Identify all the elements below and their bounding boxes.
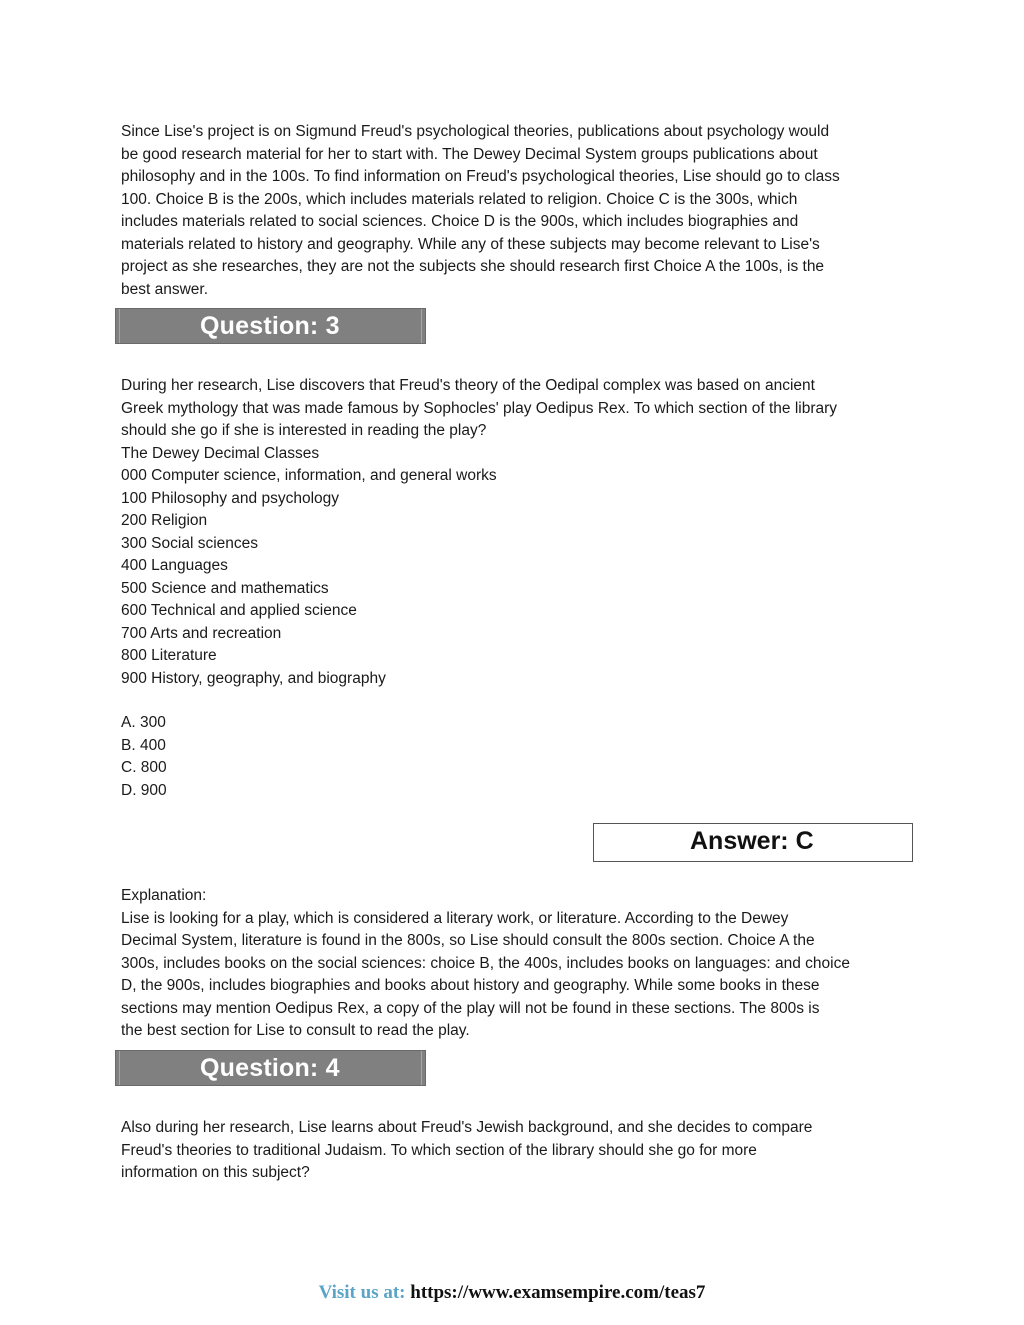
dewey-class-item: 500 Science and mathematics	[121, 579, 329, 597]
text-line: Since Lise's project is on Sigmund Freud's psychological theories, publications about psychology would	[121, 123, 830, 140]
text-line: D, the 900s, includes biographies and books about history and geography. While some books in these	[121, 977, 820, 994]
dewey-classes-title: The Dewey Decimal Classes	[121, 444, 320, 462]
dewey-class-item: 400 Languages	[121, 557, 228, 574]
option-a: A. 300	[121, 714, 166, 731]
text-line: best answer.	[121, 280, 209, 298]
dewey-class-item: 300 Social sciences	[121, 534, 258, 552]
dewey-class-item: 600 Technical and applied science	[121, 602, 357, 619]
question-3-options	[121, 712, 911, 802]
text-line: Decimal System, literature is found in the 800s, so Lise should consult the 800s section. Choice A the	[121, 932, 815, 949]
dewey-class-item: 900 History, geography, and biography	[121, 669, 386, 687]
text-line: Lise is looking for a play, which is considered a literary work, or literature. According to the Dewey	[121, 909, 789, 927]
text-line: Freud's theories to traditional Judaism. To which section of the library should she go for more	[121, 1141, 757, 1159]
dewey-class-item: 000 Computer science, information, and general works	[121, 467, 497, 484]
text-line: 300s, includes books on the social sciences: choice B, the 400s, includes books on languages: and choice	[121, 954, 850, 972]
option-c: C. 800	[121, 759, 167, 776]
footer-label: Visit us at:	[318, 1282, 406, 1303]
dewey-class-item: 700 Arts and recreation	[121, 624, 282, 642]
text-line: 100. Choice B is the 200s, which includes materials related to religion. Choice C is the 300s, which	[121, 190, 798, 208]
footer	[0, 1282, 1024, 1304]
text-line: Greek mythology that was made famous by Sophocles' play Oedipus Rex. To which section of the library	[121, 399, 838, 417]
question-3-explanation	[121, 885, 911, 1043]
text-line: Also during her research, Lise learns about Freud's Jewish background, and she decides to compare	[121, 1119, 813, 1136]
dewey-class-item: 200 Religion	[121, 512, 208, 529]
question-4-heading-bar	[115, 1050, 426, 1086]
text-line: information on this subject?	[121, 1164, 310, 1181]
text-line: During her research, Lise discovers that Freud's theory of the Oedipal complex was based on ancient	[121, 377, 815, 394]
answer-label: Answer: C	[690, 827, 814, 855]
option-b: B. 400	[121, 736, 166, 754]
text-line: philosophy and in the 100s. To find information on Freud's psychological theories, Lise should go to class	[121, 168, 840, 185]
question-4-heading: Question: 4	[200, 1053, 340, 1082]
text-line: project as she researches, they are not the subjects she should research first Choice A the 100s, is the	[121, 258, 825, 275]
question-4-stem	[121, 1117, 911, 1185]
option-d: D. 900	[121, 781, 167, 799]
text-line: sections may mention Oedipus Rex, a copy of the play will not be found in these sections. The 800s is	[121, 999, 820, 1017]
explanation-label: Explanation:	[121, 887, 207, 904]
text-line: materials related to history and geography. While any of these subjects may become relevant to Lise's	[121, 235, 820, 253]
footer-url-link[interactable]: https://www.examsempire.com/teas7	[410, 1282, 706, 1303]
question-3-stem	[121, 375, 911, 690]
answer-box	[593, 823, 913, 862]
question-3-heading: Question: 3	[200, 311, 340, 340]
text-line: the best section for Lise to consult to read the play.	[121, 1022, 470, 1039]
text-line: includes materials related to social sciences. Choice D is the 900s, which includes biographies and	[121, 213, 799, 230]
previous-explanation	[121, 121, 911, 301]
text-line: be good research material for her to start with. The Dewey Decimal System groups publications about	[121, 145, 818, 163]
question-3-heading-bar	[115, 308, 426, 344]
dewey-class-item: 800 Literature	[121, 647, 217, 664]
dewey-class-item: 100 Philosophy and psychology	[121, 489, 340, 507]
text-line: should she go if she is interested in reading the play?	[121, 422, 487, 439]
